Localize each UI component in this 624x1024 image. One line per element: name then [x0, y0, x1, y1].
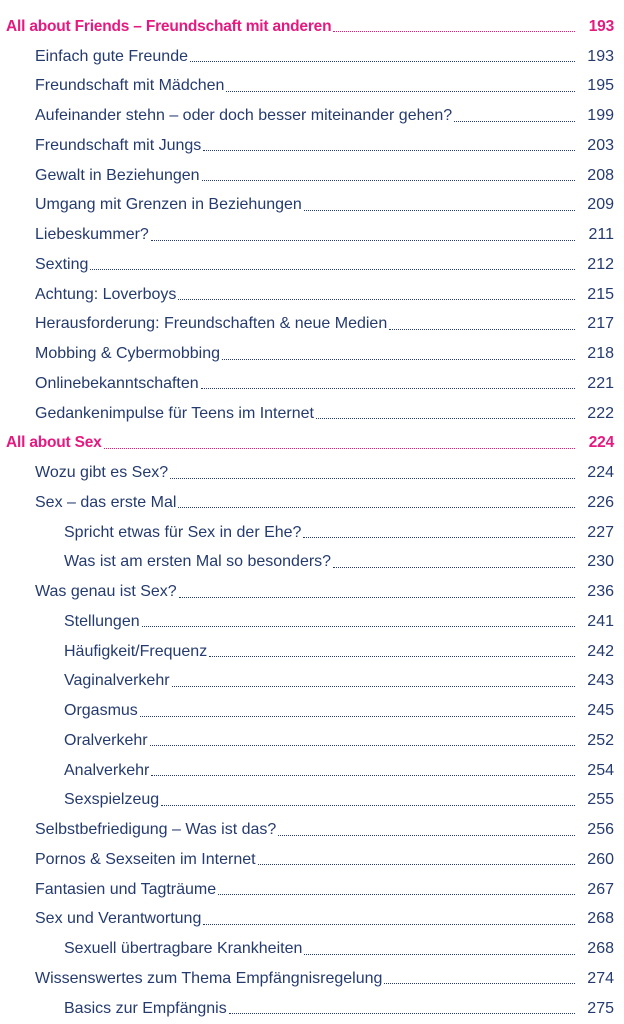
toc-entry: [0, 845, 624, 875]
toc-entry-title: Sex – das erste Mal: [35, 493, 177, 511]
toc-subentry: [0, 756, 624, 786]
dot-leader: [304, 210, 575, 211]
toc-page-number: 241: [587, 612, 614, 630]
toc-page-number: 236: [587, 583, 614, 601]
toc-entry-title: Häufigkeit/Frequenz: [64, 642, 208, 660]
toc-entry: [0, 905, 624, 935]
toc-entry: [0, 399, 624, 429]
toc-page-number: 268: [587, 940, 614, 958]
dot-leader: [389, 329, 575, 330]
toc-entry-title: Analverkehr: [64, 761, 150, 779]
toc-entry-title: Fantasien und Tagträume: [35, 880, 217, 898]
toc-entry-title: Wozu gibt es Sex?: [35, 464, 169, 482]
toc-page-number: 227: [587, 523, 614, 541]
toc-entry-title: Mobbing & Cybermobbing: [35, 345, 220, 363]
toc-entry-title: Achtung: Loverboys: [35, 285, 177, 303]
toc-page-number: 222: [587, 404, 614, 422]
toc-subentry: [0, 934, 624, 964]
toc-entry-title: Freundschaft mit Jungs: [35, 136, 202, 154]
toc-entry: [0, 339, 624, 369]
dot-leader: [304, 954, 575, 955]
toc-entry: [0, 72, 624, 102]
toc-entry-title: Oralverkehr: [64, 731, 148, 749]
toc-page-number: 221: [587, 374, 614, 392]
toc-page-number: 224: [587, 464, 614, 482]
dot-leader: [90, 269, 575, 270]
toc-subentry: [0, 786, 624, 816]
toc-subentry: [0, 637, 624, 667]
toc-entry: [0, 577, 624, 607]
toc-page-number: 193: [588, 17, 614, 35]
toc-entry: [0, 101, 624, 131]
dot-leader: [229, 1013, 575, 1014]
dot-leader: [278, 835, 575, 836]
toc-page-number: 218: [587, 345, 614, 363]
toc-entry-title: Aufeinander stehn – oder doch besser miteinander gehen?: [35, 107, 453, 125]
dot-leader: [333, 567, 575, 568]
dot-leader: [209, 656, 575, 657]
dot-leader: [303, 537, 575, 538]
toc-entry: [0, 488, 624, 518]
dot-leader: [150, 745, 575, 746]
toc-page-number: 267: [587, 880, 614, 898]
toc-entry-title: Umgang mit Grenzen in Beziehungen: [35, 196, 302, 214]
toc-section-heading: [0, 429, 624, 459]
toc-page-number: 212: [587, 255, 614, 273]
toc-page-number: 242: [587, 642, 614, 660]
dot-leader: [142, 626, 575, 627]
toc-entry: [0, 875, 624, 905]
toc-page-number: 211: [588, 226, 614, 244]
toc-page-number: 260: [587, 850, 614, 868]
toc-entry-title: Herausforderung: Freundschaften & neue Medien: [35, 315, 388, 333]
toc-entry-title: Orgasmus: [64, 702, 138, 720]
toc-entry: [0, 458, 624, 488]
dot-leader: [104, 448, 575, 449]
toc-page-number: 209: [587, 196, 614, 214]
toc-entry-title: Basics zur Empfängnis: [64, 999, 227, 1017]
toc-subentry: [0, 667, 624, 697]
toc-subentry: [0, 726, 624, 756]
toc-entry-title: Stellungen: [64, 612, 140, 630]
toc-subentry: [0, 548, 624, 578]
toc-entry-title: Was genau ist Sex?: [35, 583, 177, 601]
toc-page-number: 217: [587, 315, 614, 333]
toc-page-number: 275: [587, 999, 614, 1017]
toc-subentry: [0, 696, 624, 726]
toc-entry-title: Sexuell übertragbare Krankheiten: [64, 940, 303, 958]
toc-page-number: 254: [587, 761, 614, 779]
toc-subentry: [0, 994, 624, 1024]
toc-subentry: [0, 518, 624, 548]
toc-page-number: 224: [588, 434, 614, 452]
toc-entry-title: All about Sex: [6, 434, 102, 452]
dot-leader: [151, 240, 575, 241]
toc-entry: [0, 191, 624, 221]
toc-entry-title: Vaginalverkehr: [64, 672, 170, 690]
toc-entry-title: Sexspielzeug: [64, 791, 160, 809]
toc-subentry: [0, 607, 624, 637]
toc-entry-title: Sexting: [35, 255, 89, 273]
toc-page-number: 230: [587, 553, 614, 571]
dot-leader: [454, 121, 575, 122]
toc-page-number: 255: [587, 791, 614, 809]
toc-page-number: 245: [587, 702, 614, 720]
toc-entry: [0, 369, 624, 399]
dot-leader: [222, 359, 575, 360]
toc-entry-title: Selbstbefriedigung – Was ist das?: [35, 821, 277, 839]
dot-leader: [203, 150, 575, 151]
toc-entry-title: Wissenswertes zum Thema Empfängnisregelung: [35, 969, 383, 987]
toc-entry: [0, 42, 624, 72]
toc-section-heading: [0, 12, 624, 42]
toc-entry: [0, 815, 624, 845]
toc-page-number: 226: [587, 493, 614, 511]
dot-leader: [151, 775, 575, 776]
dot-leader: [316, 418, 575, 419]
toc-page-number: 256: [587, 821, 614, 839]
toc-entry-title: Pornos & Sexseiten im Internet: [35, 850, 256, 868]
toc-page-number: 252: [587, 731, 614, 749]
toc-entry-title: Liebeskummer?: [35, 226, 149, 244]
dot-leader: [226, 91, 575, 92]
toc-page-number: 268: [587, 910, 614, 928]
toc-entry-title: Gewalt in Beziehungen: [35, 166, 200, 184]
toc-entry: [0, 250, 624, 280]
toc-page-number: 274: [587, 969, 614, 987]
dot-leader: [179, 597, 575, 598]
toc-page-number: 193: [587, 47, 614, 65]
dot-leader: [202, 180, 575, 181]
toc-entry-title: Freundschaft mit Mädchen: [35, 77, 225, 95]
dot-leader: [178, 507, 575, 508]
toc-entry: [0, 131, 624, 161]
toc-entry-title: Spricht etwas für Sex in der Ehe?: [64, 523, 302, 541]
dot-leader: [172, 686, 575, 687]
toc-entry: [0, 964, 624, 994]
dot-leader: [333, 31, 575, 32]
dot-leader: [218, 894, 575, 895]
table-of-contents: [0, 12, 624, 1024]
toc-page-number: 195: [587, 77, 614, 95]
toc-page-number: 215: [587, 285, 614, 303]
dot-leader: [140, 716, 575, 717]
toc-entry: [0, 161, 624, 191]
toc-entry-title: Sex und Verantwortung: [35, 910, 202, 928]
toc-page-number: 203: [587, 136, 614, 154]
toc-entry-title: Einfach gute Freunde: [35, 47, 188, 65]
toc-entry-title: All about Friends – Freundschaft mit anderen: [6, 17, 332, 35]
toc-entry: [0, 220, 624, 250]
toc-page-number: 243: [587, 672, 614, 690]
dot-leader: [170, 478, 575, 479]
toc-entry-title: Onlinebekanntschaften: [35, 374, 199, 392]
toc-page-number: 208: [587, 166, 614, 184]
dot-leader: [258, 864, 575, 865]
dot-leader: [203, 924, 575, 925]
dot-leader: [161, 805, 575, 806]
toc-entry-title: Was ist am ersten Mal so besonders?: [64, 553, 332, 571]
toc-entry: [0, 310, 624, 340]
dot-leader: [201, 388, 575, 389]
toc-entry-title: Gedankenimpulse für Teens im Internet: [35, 404, 314, 422]
dot-leader: [190, 61, 575, 62]
dot-leader: [178, 299, 575, 300]
toc-page-number: 199: [587, 107, 614, 125]
dot-leader: [384, 983, 575, 984]
toc-entry: [0, 280, 624, 310]
